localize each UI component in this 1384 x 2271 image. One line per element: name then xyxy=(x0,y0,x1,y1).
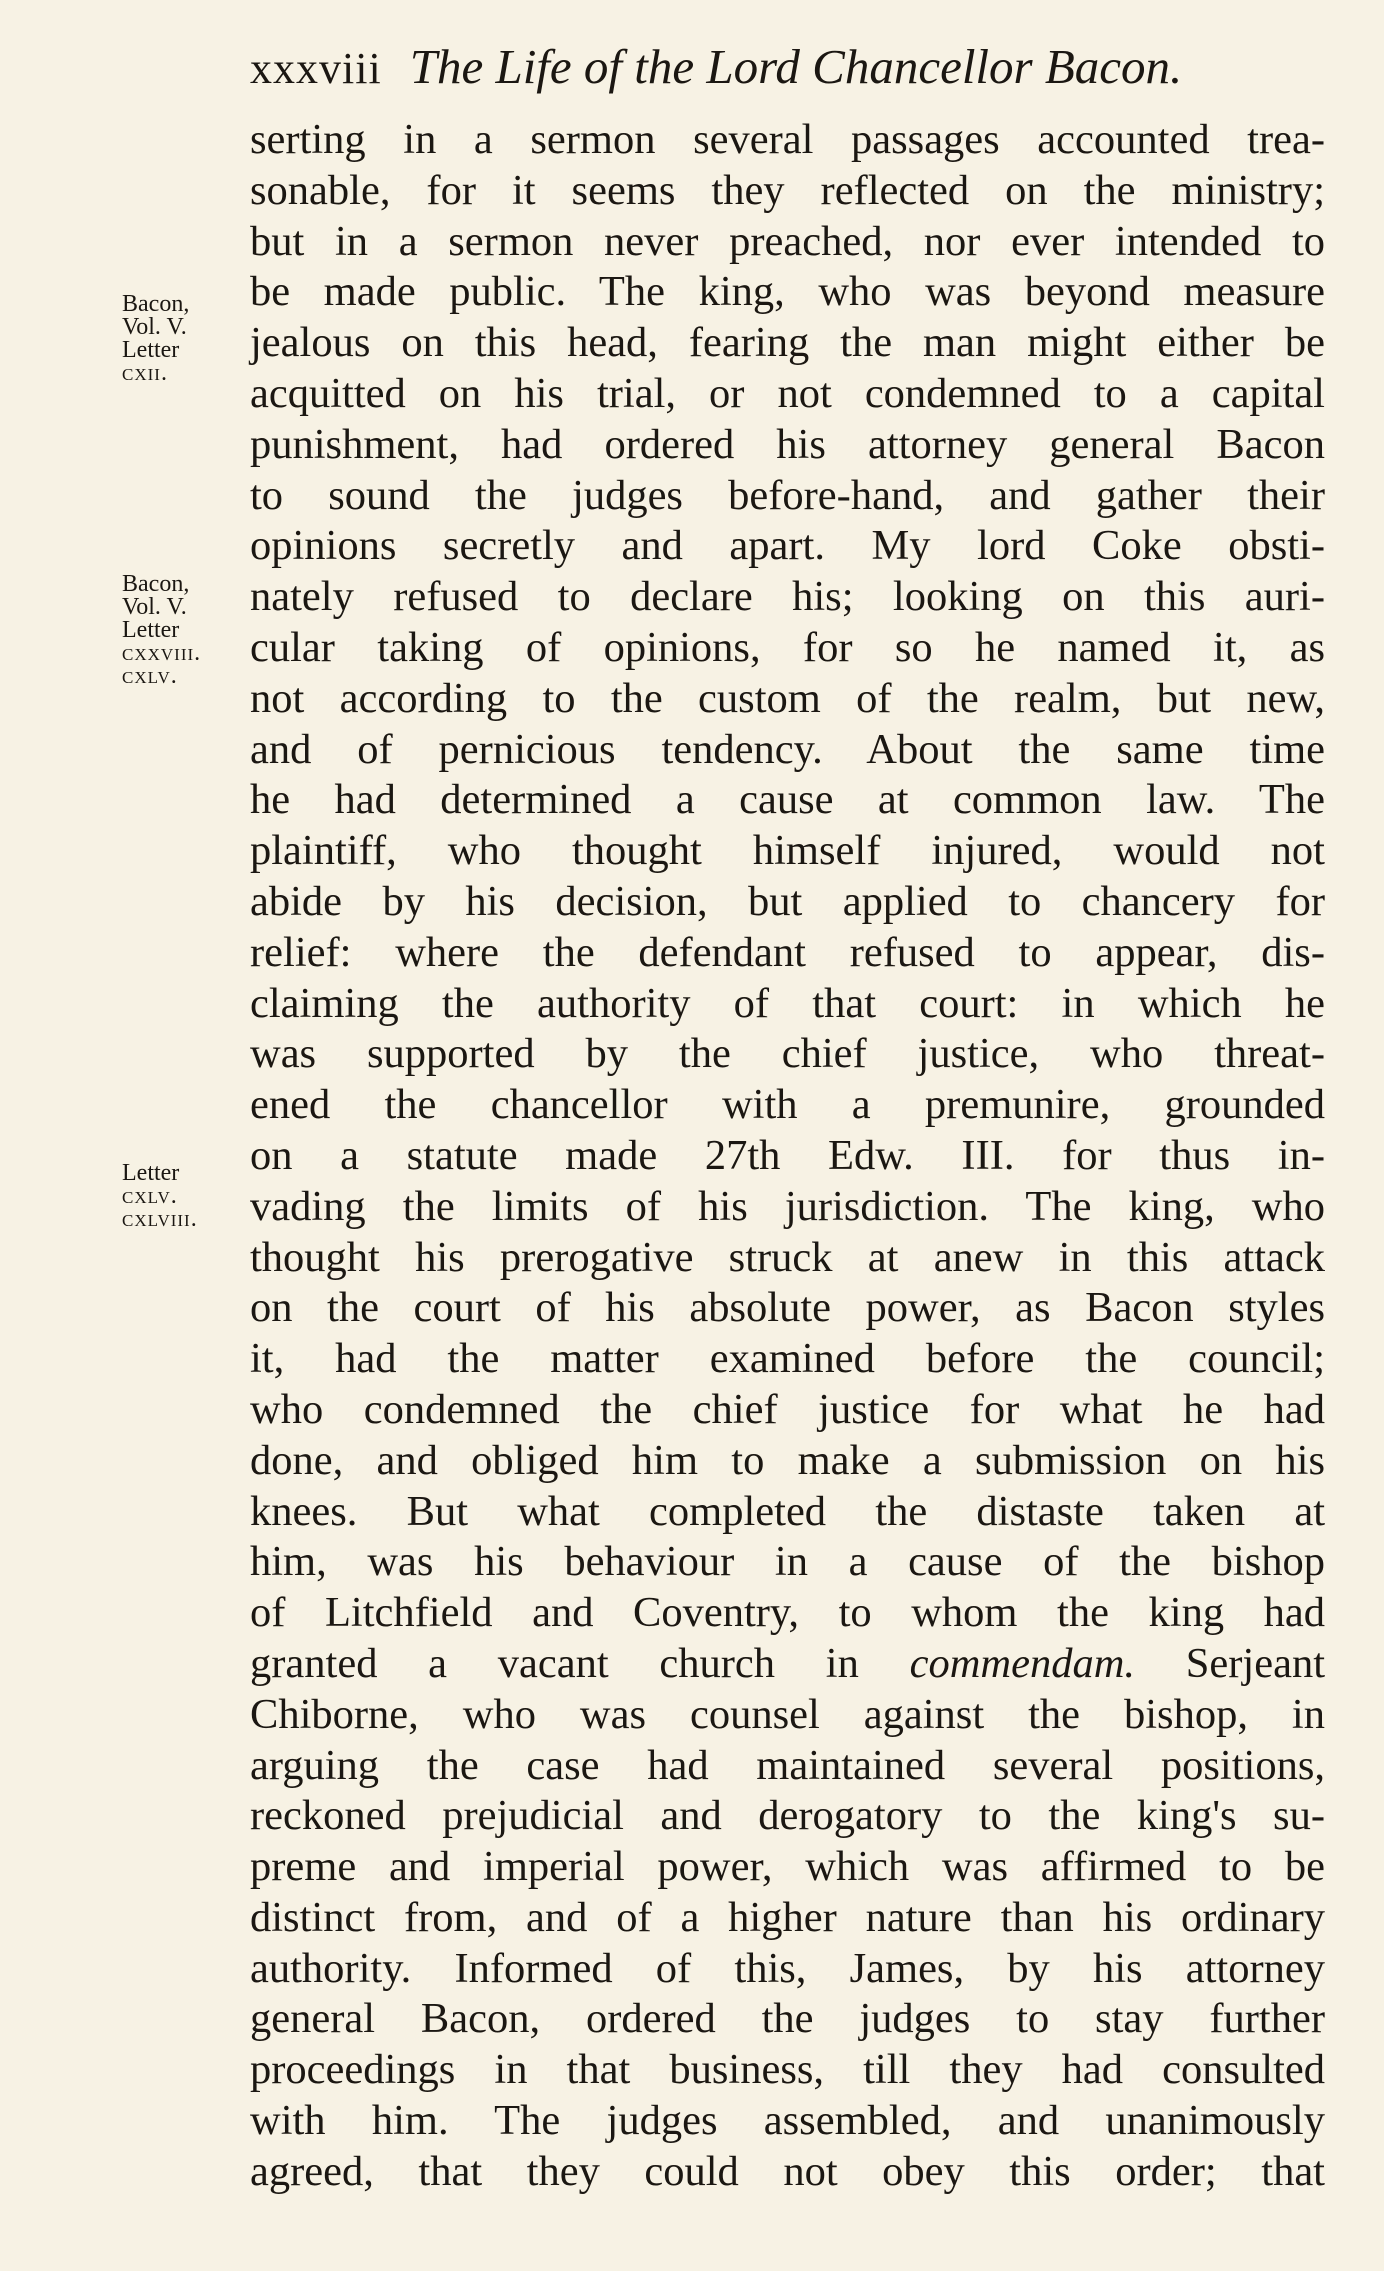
margin-note-line: Letter xyxy=(122,1160,180,1186)
text-line: of Litchfield and Coventry, to whom the king had xyxy=(250,1589,1325,1637)
text-line: not according to the custom of the realm, but new, xyxy=(250,674,1325,722)
margin-note-line: Vol. V. xyxy=(122,314,187,340)
text-line: he had determined a cause at common law. The xyxy=(250,776,1325,824)
text-line: proceedings in that business, till they had consulted xyxy=(250,2046,1325,2094)
page-number: xxxviii xyxy=(250,44,382,93)
text-line: arguing the case had maintained several positions, xyxy=(250,1741,1325,1789)
text-line: relief: where the defendant refused to appear, dis- xyxy=(250,928,1325,976)
text-line: knees. But what completed the distaste taken at xyxy=(250,1487,1325,1535)
text-line: on the court of his absolute power, as Bacon styles xyxy=(250,1284,1325,1332)
text-line: with him. The judges assembled, and unanimously xyxy=(250,2097,1325,2145)
text-line: reckoned prejudicial and derogatory to the king's su- xyxy=(250,1792,1325,1840)
margin-note-line: cxlv. xyxy=(122,663,178,689)
margin-note-line: Letter xyxy=(122,617,180,643)
text-line: nately refused to declare his; looking on this auri- xyxy=(250,573,1325,621)
text-line: serting in a sermon several passages accounted trea- xyxy=(250,116,1325,163)
margin-note-2 xyxy=(122,573,252,688)
text-line: cular taking of opinions, for so he named it, as xyxy=(250,623,1325,671)
text-line: abide by his decision, but applied to chancery for xyxy=(250,877,1325,925)
margin-note-line: cxlv. xyxy=(122,1183,178,1209)
text-line: agreed, that they could not obey this order; that xyxy=(250,2147,1325,2195)
margin-note-line: Vol. V. xyxy=(122,594,187,620)
text-line: was supported by the chief justice, who threat- xyxy=(250,1030,1325,1078)
text-line: be made public. The king, who was beyond measure xyxy=(250,268,1325,316)
text-line-with-italic xyxy=(250,1639,1325,1690)
text-line: to sound the judges before-hand, and gather their xyxy=(250,471,1325,519)
margin-note-line: cxxviii. xyxy=(122,640,202,666)
text-line: acquitted on his trial, or not condemned to a capital xyxy=(250,369,1325,417)
margin-note-line: Bacon, xyxy=(122,571,190,597)
margin-note-1 xyxy=(122,293,252,385)
text-segment: granted a vacant church in xyxy=(250,1639,859,1687)
text-line: sonable, for it seems they reflected on the ministry; xyxy=(250,166,1325,214)
body-text xyxy=(250,115,1325,2198)
text-segment: Serjeant xyxy=(1185,1639,1326,1687)
text-line: distinct from, and of a higher nature than his ordinary xyxy=(250,1893,1325,1941)
text-line: and of pernicious tendency. About the same time xyxy=(250,725,1325,773)
text-line: vading the limits of his jurisdiction. The king, who xyxy=(250,1182,1325,1230)
margin-note-3 xyxy=(122,1162,252,1231)
italic-term: commendam. xyxy=(909,1639,1136,1687)
text-line: ened the chancellor with a premunire, grounded xyxy=(250,1081,1325,1129)
text-line: thought his prerogative struck at anew in this attack xyxy=(250,1233,1325,1281)
text-line: done, and obliged him to make a submission on his xyxy=(250,1436,1325,1484)
text-line: it, had the matter examined before the council; xyxy=(250,1335,1325,1383)
margin-note-line: Letter xyxy=(122,337,180,363)
margin-note-line: cxlviii. xyxy=(122,1206,198,1232)
text-line: claiming the authority of that court: in which he xyxy=(250,979,1325,1027)
text-line: general Bacon, ordered the judges to stay further xyxy=(250,1995,1325,2043)
text-line: plaintiff, who thought himself injured, would not xyxy=(250,827,1325,875)
text-line: jealous on this head, fearing the man might either be xyxy=(250,319,1325,367)
text-line: but in a sermon never preached, nor ever intended to xyxy=(250,217,1325,265)
text-line: him, was his behaviour in a cause of the bishop xyxy=(250,1538,1325,1586)
text-line: Chiborne, who was counsel against the bishop, in xyxy=(250,1690,1325,1738)
margin-note-line: cxii. xyxy=(122,360,168,386)
margin-note-line: Bacon, xyxy=(122,291,190,317)
text-line: punishment, had ordered his attorney general Bacon xyxy=(250,420,1325,468)
running-title: The Life of the Lord Chancellor Bacon. xyxy=(409,39,1183,94)
text-line: who condemned the chief justice for what he had xyxy=(250,1385,1325,1433)
text-line: authority. Informed of this, James, by his attorney xyxy=(250,1944,1325,1992)
text-line: opinions secretly and apart. My lord Coke obsti- xyxy=(250,522,1325,570)
text-line: on a statute made 27th Edw. III. for thus in- xyxy=(250,1131,1325,1179)
text-line: preme and imperial power, which was affirmed to be xyxy=(250,1843,1325,1891)
page-header xyxy=(250,38,1340,98)
